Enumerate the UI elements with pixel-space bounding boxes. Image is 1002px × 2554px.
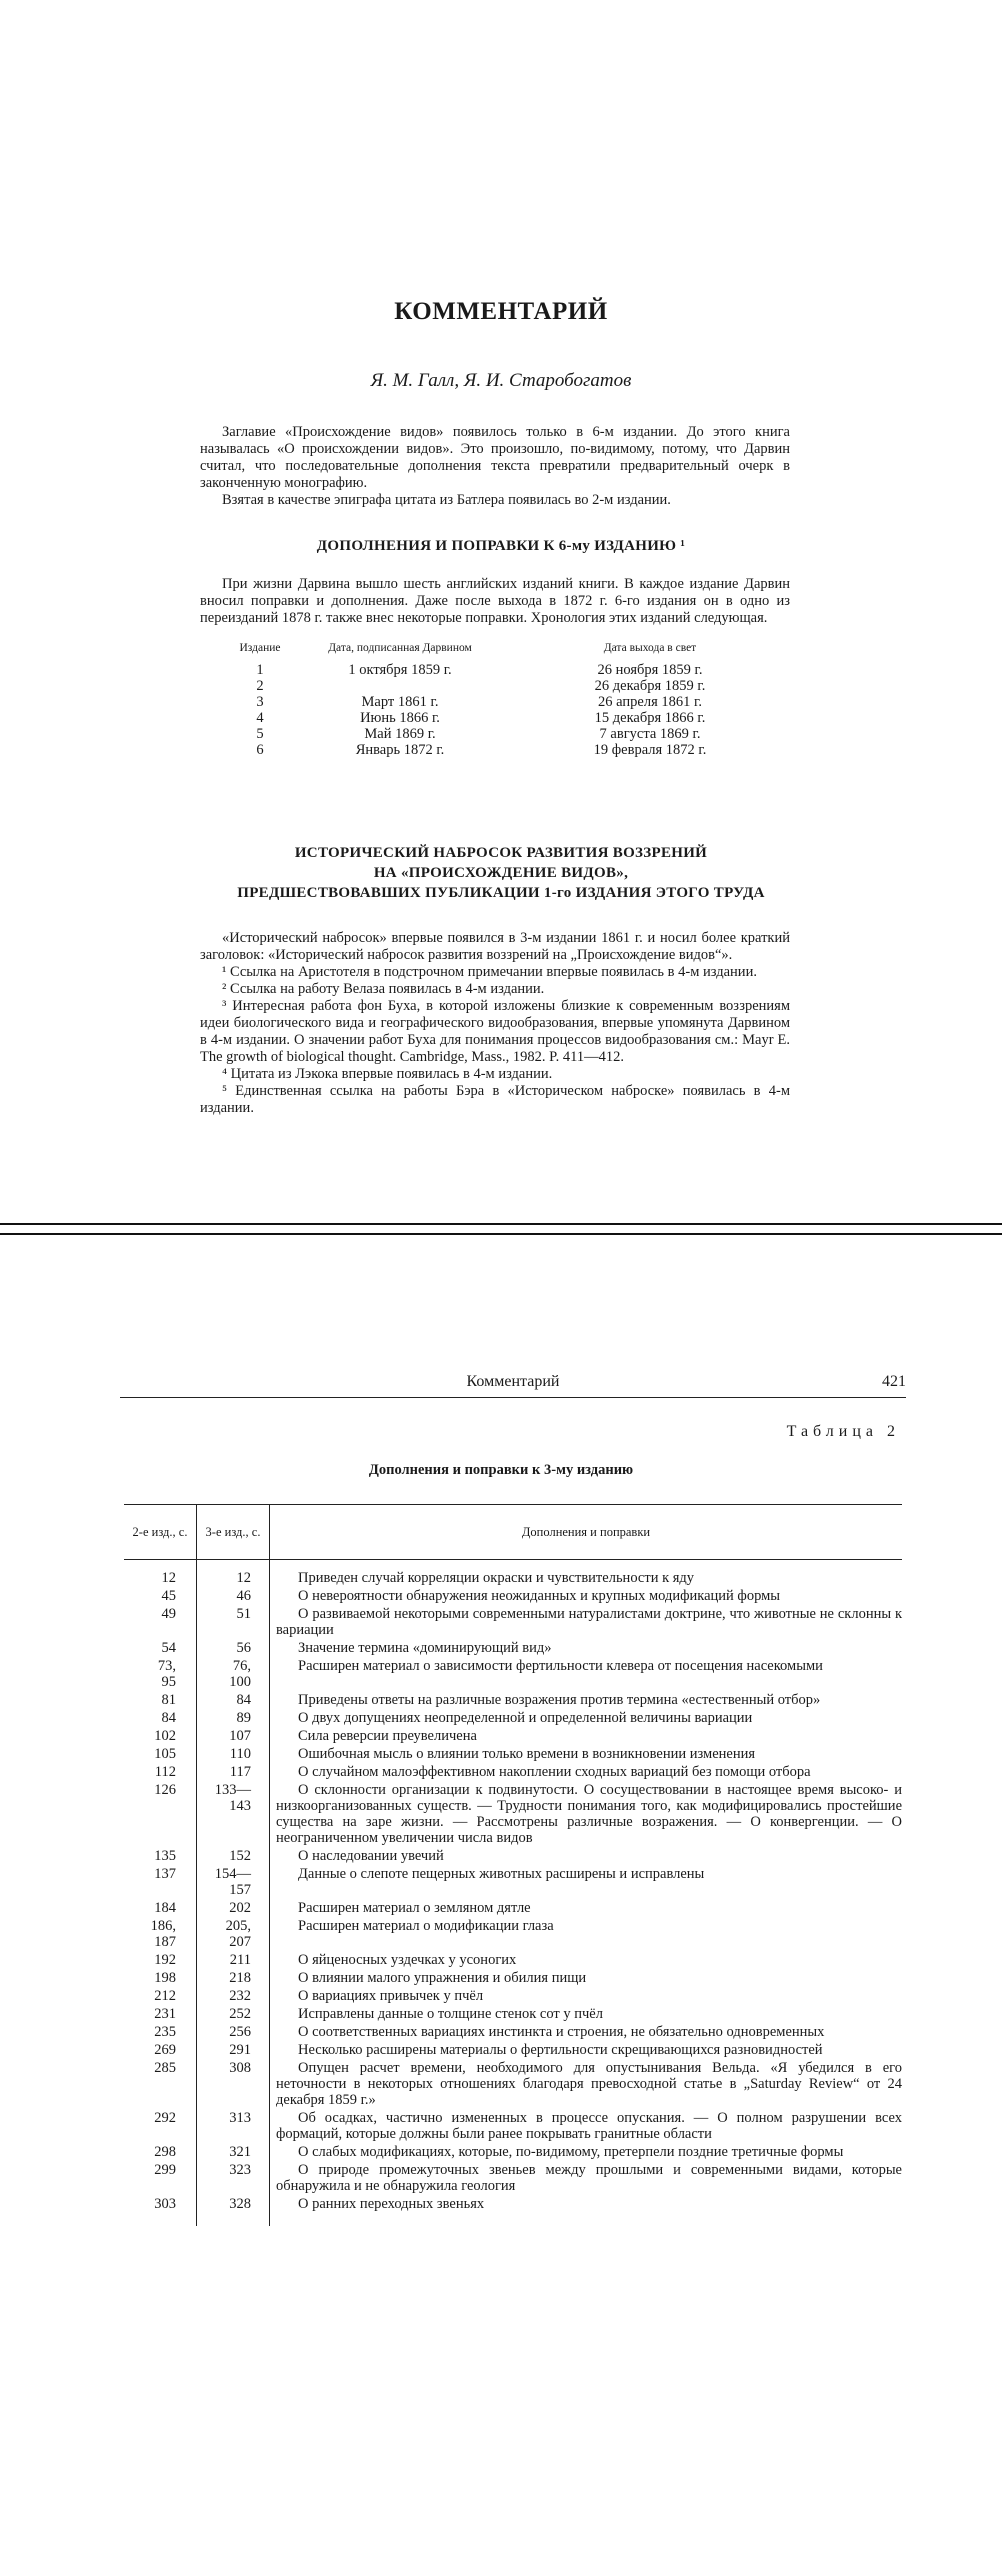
page-2nd-edition: 137 — [124, 1864, 197, 1898]
page-3rd-edition: 12 — [197, 1560, 270, 1587]
table-row — [124, 1638, 902, 1656]
page-2nd-edition: 198 — [124, 1968, 197, 1986]
change-description: Ошибочная мысль о влиянии только времени в возникновении изменения — [298, 1746, 756, 1762]
editions-row — [225, 742, 795, 758]
table-row — [124, 1950, 902, 1968]
page-3rd-edition: 252 — [197, 2004, 270, 2022]
table-caption: Дополнения и поправки к 3-му изданию — [368, 1462, 634, 1478]
running-header — [120, 1373, 906, 1398]
page-3rd-edition: 211 — [197, 1950, 270, 1968]
change-description: Несколько расширены материалы о фертильности скрещивающихся разновидностей — [298, 2042, 823, 2058]
table-row — [124, 1898, 902, 1916]
page-2nd-edition: 12 — [124, 1560, 197, 1587]
page-3rd-edition: 256 — [197, 2022, 270, 2040]
change-description: Расширен материал о модификации глаза — [298, 1918, 554, 1934]
table-row — [124, 2004, 902, 2022]
signed-date: Май 1869 г. — [364, 726, 436, 742]
page-3rd-edition: 56 — [197, 1638, 270, 1656]
change-description: О наследовании увечий — [298, 1848, 444, 1864]
editions-table — [225, 642, 795, 758]
publication-date: 15 декабря 1866 г. — [594, 710, 706, 726]
publication-date: 26 ноября 1859 г. — [597, 662, 703, 678]
editions-row — [225, 678, 795, 694]
table-row — [124, 2194, 902, 2226]
change-description: О яйценосных уздечках у усоногих — [298, 1952, 517, 1968]
publication-date: 26 апреля 1861 г. — [598, 694, 702, 710]
page-2nd-edition: 102 — [124, 1726, 197, 1744]
page-3rd-edition: 308 — [197, 2058, 270, 2108]
change-description: О невероятности обнаружения неожиданных и крупных модификаций формы — [298, 1588, 781, 1604]
heading-line: ИСТОРИЧЕСКИЙ НАБРОСОК РАЗВИТИЯ ВОЗЗРЕНИЙ — [294, 845, 708, 861]
page-3rd-edition: 218 — [197, 1968, 270, 1986]
page-3rd-edition: 291 — [197, 2040, 270, 2058]
page-3rd-edition: 313 — [197, 2108, 270, 2142]
table-row — [124, 1780, 902, 1846]
edition-number: 1 — [256, 662, 264, 678]
table-label: Таблица 2 — [786, 1423, 900, 1440]
page-2nd-edition: 45 — [124, 1586, 197, 1604]
change-description: Расширен материал о зависимости фертильности клевера от посещения насекомыми — [298, 1658, 823, 1674]
change-description: О двух допущениях неопределенной и определенной величины вариации — [298, 1710, 753, 1726]
intro-block — [200, 424, 790, 509]
page-2nd-edition: 135 — [124, 1846, 197, 1864]
change-description: Исправлены данные о толщине стенок сот у пчёл — [298, 2006, 603, 2022]
page-3rd-edition: 205, 207 — [197, 1916, 270, 1950]
page-2nd-edition: 105 — [124, 1744, 197, 1762]
page-2nd-edition: 292 — [124, 2108, 197, 2142]
table-row — [124, 1916, 902, 1950]
table-row — [124, 2160, 902, 2194]
section-heading-additions: ДОПОЛНЕНИЯ И ПОПРАВКИ К 6-му ИЗДАНИЮ ¹ — [316, 538, 686, 554]
signed-date: Январь 1872 г. — [355, 742, 445, 758]
page-3rd-edition: 46 — [197, 1586, 270, 1604]
edition-number: 4 — [256, 710, 264, 726]
page-3rd-edition: 107 — [197, 1726, 270, 1744]
running-title: Комментарий — [466, 1373, 560, 1390]
table-row — [124, 1656, 902, 1690]
page-2nd-edition: 192 — [124, 1950, 197, 1968]
page-3rd-edition: 323 — [197, 2160, 270, 2194]
page-2nd-edition: 298 — [124, 2142, 197, 2160]
page-2nd-edition: 186, 187 — [124, 1916, 197, 1950]
column-header-2nd-edition: 2-е изд., с. — [124, 1505, 197, 1560]
edition-number: 6 — [256, 742, 264, 758]
page-3rd-edition: 152 — [197, 1846, 270, 1864]
edition-number: 2 — [256, 678, 264, 694]
editions-row — [225, 726, 795, 742]
page-3rd-edition: 89 — [197, 1708, 270, 1726]
change-description: Приведены ответы на различные возражения против термина «естественный отбор» — [298, 1692, 821, 1708]
page-2nd-edition: 73, 95 — [124, 1656, 197, 1690]
additions-table — [124, 1504, 902, 2226]
epigraph-note: Взятая в качестве эпиграфа цитата из Батлера появилась во 2-м издании. — [222, 492, 671, 508]
publication-date: 19 февраля 1872 г. — [593, 742, 707, 758]
table-row — [124, 1690, 902, 1708]
page-3rd-edition: 51 — [197, 1604, 270, 1638]
table-row — [124, 1986, 902, 2004]
change-description: О случайном малоэффективном накоплении сходных вариаций без помощи отбора — [298, 1764, 811, 1780]
change-description: О развиваемой некоторыми современными натуралистами доктрине, что животные не склонны к вариации — [276, 1606, 902, 1638]
page-2nd-edition: 84 — [124, 1708, 197, 1726]
page-2nd-edition: 54 — [124, 1638, 197, 1656]
publication-date: 7 августа 1869 г. — [599, 726, 701, 742]
page-2nd-edition: 81 — [124, 1690, 197, 1708]
change-description: Об осадках, частично измененных в процессе опускания. — О полном разрушении всех формаций, которые должны были ранее покрывать гранитные области — [276, 2110, 902, 2142]
page-2nd-edition: 285 — [124, 2058, 197, 2108]
page-3rd-edition: 328 — [197, 2194, 270, 2226]
intro-paragraph: Заглавие «Происхождение видов» появилось только в 6-м издании. До этого книга называлась «О происхождении видов». Это произошло, по-видимому, потому, что Дарвин считал, что последовательные дополнения текста превратили предварительный очерк в законченную монографию. — [200, 424, 790, 491]
change-description: О ранних переходных звеньях — [298, 2196, 485, 2212]
editions-row — [225, 694, 795, 710]
table-row — [124, 1846, 902, 1864]
table-row — [124, 2142, 902, 2160]
page-separator — [0, 1223, 1002, 1235]
table-row — [124, 2040, 902, 2058]
page-title: КОММЕНТАРИЙ — [394, 298, 608, 325]
editions-paragraph: При жизни Дарвина вышло шесть английских изданий книги. В каждое издание Дарвин вносил поправки и дополнения. Даже после выхода в 1872 г. 6-го издания он в одно из переизданий 1878 г. также внес некоторые поправки. Хронология этих изданий следующая. — [200, 576, 790, 626]
editions-header-edition: Издание — [239, 642, 281, 654]
change-description: Приведен случай корреляции окраски и чувствительности к яду — [298, 1570, 695, 1586]
footnote: ⁵ Единственная ссылка на работы Бэра в «Историческом наброске» появилась в 4-м издании. — [200, 1083, 790, 1116]
page-2nd-edition: 299 — [124, 2160, 197, 2194]
section-body-historical-sketch — [200, 930, 790, 1117]
column-header-3rd-edition: 3-е изд., с. — [197, 1505, 270, 1560]
change-description: О слабых модификациях, которые, по-видимому, претерпели поздние третичные формы — [298, 2144, 844, 2160]
signed-date — [295, 678, 505, 694]
editions-header-signed: Дата, подписанная Дарвином — [328, 642, 472, 654]
footnote: ² Ссылка на работу Велаза появилась в 4-м издании. — [222, 981, 545, 997]
edition-number: 3 — [256, 694, 264, 710]
footnote: ³ Интересная работа фон Буха, в которой изложены близкие к современным воззрениям идеи биологического вида и географического видообразования, впервые упомянута Дарвином в 4-м издании. О значении работ Буха для понимания процессов видообразования см.: Mayr E. The growth of biological thought. Cambridge, Mass., 1982. P. 411—412. — [200, 998, 790, 1065]
change-description: Данные о слепоте пещерных животных расширены и исправлены — [298, 1866, 705, 1882]
page-top — [0, 0, 1002, 1223]
section-heading-historical-sketch — [0, 843, 1002, 903]
table-row — [124, 1560, 902, 1587]
page-2nd-edition: 231 — [124, 2004, 197, 2022]
section-body-additions — [200, 576, 790, 627]
table-row — [124, 2058, 902, 2108]
column-header-changes: Дополнения и поправки — [270, 1505, 903, 1560]
page-2nd-edition: 49 — [124, 1604, 197, 1638]
heading-line: НА «ПРОИСХОЖДЕНИЕ ВИДОВ», — [373, 865, 629, 881]
change-description: О природе промежуточных звеньев между прошлыми и современными видами, которые обнаружила и не обнаружила геология — [276, 2162, 902, 2194]
page-3rd-edition: 76, 100 — [197, 1656, 270, 1690]
table-row — [124, 2108, 902, 2142]
table-row — [124, 1744, 902, 1762]
page-2nd-edition: 269 — [124, 2040, 197, 2058]
page-2nd-edition: 184 — [124, 1898, 197, 1916]
table-row — [124, 1968, 902, 1986]
sketch-paragraph: «Исторический набросок» впервые появился в 3-м издании 1861 г. и носил более краткий заголовок: «Исторический набросок развития воззрений на „Происхождение видов“». — [200, 930, 790, 963]
change-description: О влиянии малого упражнения и обилия пищи — [298, 1970, 587, 1986]
page-3rd-edition: 154— 157 — [197, 1864, 270, 1898]
page-2nd-edition: 212 — [124, 1986, 197, 2004]
table-row — [124, 1604, 902, 1638]
page-3rd-edition: 110 — [197, 1744, 270, 1762]
page-3rd-edition: 202 — [197, 1898, 270, 1916]
editions-row — [225, 710, 795, 726]
page-3rd-edition: 232 — [197, 1986, 270, 2004]
page-3rd-edition: 117 — [197, 1762, 270, 1780]
page-3rd-edition: 321 — [197, 2142, 270, 2160]
change-description: О склонности организации к подвинутости. О сосуществовании в настоящее время высоко- и низкоорганизованных существ. — Трудности понимания того, как модифицировались простейшие существа на заре жизни. — Рассмотрены различные возражения. — О конвергенции. — О неограниченном увеличении числа видов — [276, 1782, 902, 1846]
page-2nd-edition: 126 — [124, 1780, 197, 1846]
table-row — [124, 1762, 902, 1780]
table-row — [124, 1708, 902, 1726]
change-description: Расширен материал о земляном дятле — [298, 1900, 531, 1916]
page-number: 421 — [882, 1373, 906, 1390]
change-description: Опущен расчет времени, необходимого для опустынивания Вельда. «Я убедился в его неточности в некоторых отношениях благодаря превосходной статье в „Saturday Review“ от 24 декабря 1859 г.» — [276, 2060, 902, 2108]
change-description: Сила реверсии преувеличена — [298, 1728, 477, 1744]
page-3rd-edition: 84 — [197, 1690, 270, 1708]
table-row — [124, 2022, 902, 2040]
authors: Я. М. Галл, Я. И. Старобогатов — [370, 370, 632, 391]
editions-row — [225, 662, 795, 678]
page-2nd-edition: 235 — [124, 2022, 197, 2040]
table-row — [124, 1586, 902, 1604]
signed-date: 1 октября 1859 г. — [348, 662, 452, 678]
table-row — [124, 1726, 902, 1744]
editions-header-published: Дата выхода в свет — [603, 642, 697, 654]
signed-date: Март 1861 г. — [361, 694, 439, 710]
page-3rd-edition: 133— 143 — [197, 1780, 270, 1846]
change-description: Значение термина «доминирующий вид» — [298, 1640, 552, 1656]
publication-date: 26 декабря 1859 г. — [594, 678, 706, 694]
footnote: ¹ Ссылка на Аристотеля в подстрочном примечании впервые появилась в 4-м издании. — [222, 964, 757, 980]
page-2nd-edition: 112 — [124, 1762, 197, 1780]
signed-date: Июнь 1866 г. — [360, 710, 440, 726]
change-description: О вариациях привычек у пчёл — [298, 1988, 484, 2004]
heading-line: ПРЕДШЕСТВОВАВШИХ ПУБЛИКАЦИИ 1-го ИЗДАНИЯ ЭТОГО ТРУДА — [237, 885, 765, 901]
page-2nd-edition: 303 — [124, 2194, 197, 2226]
footnote: ⁴ Цитата из Лэкока впервые появилась в 4-м издании. — [222, 1066, 553, 1082]
change-description: О соответственных вариациях инстинкта и строения, не обязательно одновременных — [298, 2024, 825, 2040]
edition-number: 5 — [256, 726, 264, 742]
table-row — [124, 1864, 902, 1898]
